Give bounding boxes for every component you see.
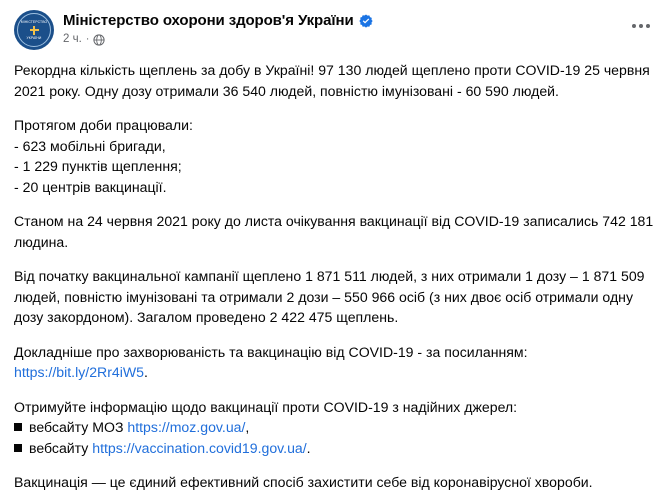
post-meta <box>63 33 373 46</box>
meta-separator: · <box>85 33 90 45</box>
source-item-1 <box>14 417 657 438</box>
source-2-suffix: . <box>306 439 311 456</box>
dot <box>632 24 636 28</box>
dot <box>639 24 643 28</box>
source-2-prefix: вебсайту <box>29 439 93 456</box>
more-info-text: Докладніше про захворюваність та вакцинацію від COVID-19 - за посиланням: <box>14 343 528 360</box>
square-bullet-icon <box>14 423 22 431</box>
square-bullet-icon <box>14 444 22 452</box>
post-header <box>14 10 657 56</box>
post-header-text <box>63 10 373 46</box>
post-paragraph-1: Рекордна кількість щеплень за добу в Україні! 97 130 людей щеплено проти COVID-19 25 червня 2021 року. Одну дозу отримали 36 540 людей, повністю імунізовані - 60 590 людей. <box>14 62 650 99</box>
author-row <box>63 11 373 30</box>
avatar-top-text: МІНІСТЕРСТВО <box>20 20 48 25</box>
source-item-2 <box>14 438 657 459</box>
sources-intro: Отримуйте інформацію щодо вакцинації проти COVID-19 з надійних джерел: <box>14 398 518 415</box>
post-paragraph-2: Протягом доби працювали: <box>14 117 193 133</box>
post-list-item-1: - 623 мобільні бригади, <box>14 137 166 154</box>
moz-link[interactable]: https://moz.gov.ua/ <box>127 419 246 435</box>
source-1-prefix: вебсайту МОЗ <box>29 419 128 435</box>
post-body <box>14 56 657 493</box>
dot <box>646 24 650 28</box>
avatar-emblem <box>17 13 51 47</box>
post-list-item-2: - 1 229 пунктів щеплення; <box>14 158 182 174</box>
more-options-icon[interactable] <box>627 16 655 36</box>
avatar[interactable] <box>14 10 54 50</box>
more-info-trailing: . <box>144 364 148 380</box>
verified-badge-icon <box>359 14 373 28</box>
page-name[interactable]: Міністерство охорони здоров'я України <box>63 12 354 29</box>
post-more-info <box>14 342 657 383</box>
vaccination-link[interactable]: https://vaccination.covid19.gov.ua/ <box>92 439 307 456</box>
avatar-bottom-text: УКРАЇНИ <box>26 35 42 40</box>
source-1-suffix: , <box>245 419 250 435</box>
post-list-item-3: - 20 центрів вакцинації. <box>14 178 167 195</box>
post-paragraph-3: Станом на 24 червня 2021 року до листа очікування вакцинації від COVID-19 записались 742 181 людина. <box>14 213 654 250</box>
post-timestamp[interactable]: 2 ч. <box>63 33 82 45</box>
post-paragraph-5: Вакцинація — це єдиний ефективний спосіб захистити себе від коронавірусної хвороби. <box>14 474 593 490</box>
medical-cross-icon <box>30 26 39 35</box>
globe-icon[interactable] <box>93 34 105 46</box>
bitly-link[interactable]: https://bit.ly/2Rr4iW5 <box>14 364 145 380</box>
post-paragraph-4: Від початку вакцинальної кампанії щеплено 1 871 511 людей, з них отримали 1 дозу – 1 871 509 людей, повністю імунізовані та отримали 2 дози – 550 966 осіб (з них двоє осіб отримали одну дозу закордоном). Загалом проведено 2 422 475 щеплень. <box>14 268 645 325</box>
